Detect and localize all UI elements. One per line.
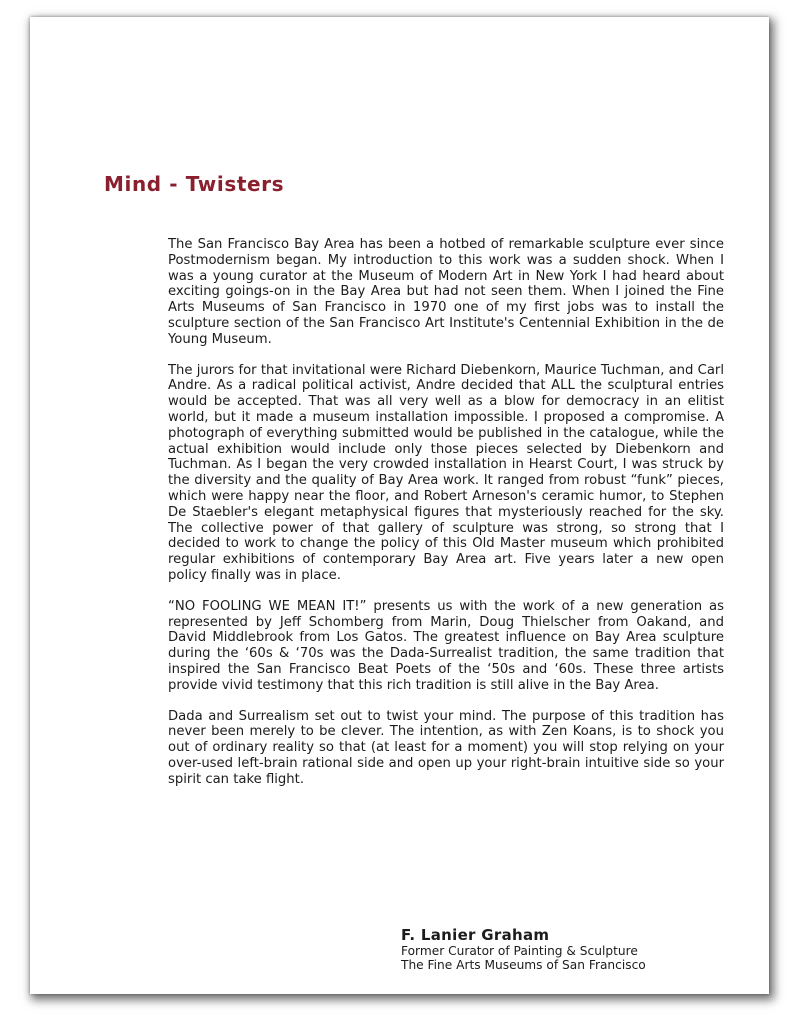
essay-body: [168, 237, 724, 803]
signature-block: [401, 926, 646, 972]
paragraph-dada-surrealism: Dada and Surrealism set out to twist your mind. The purpose of this tradition has never been merely to be clever. The intention, as with Zen Koans, is to shock you out of ordinary reality so that (at least for a moment) you will stop relying on your over-used left-brain rational side and open up your right-brain intuitive side so your spirit can take flight.: [168, 708, 724, 787]
author-institution: The Fine Arts Museums of San Francisco: [401, 958, 646, 972]
paragraph-intro: The San Francisco Bay Area has been a hotbed of remarkable sculpture ever since Postmodernism began. My introduction to this work was a sudden shock. When I was a young curator at the Museum of Modern Art in New York I had heard about exciting goings-on in the Bay Area but had not seen them. When I joined the Fine Arts Museums of San Francisco in 1970 one of my first jobs was to install the sculpture section of the San Francisco Art Institute's Centennial Exhibition in the de Young Museum.: [168, 237, 724, 347]
document-page: [30, 17, 769, 994]
paragraph-new-generation: “NO FOOLING WE MEAN IT!” presents us with the work of a new generation as represented by Jeff Schomberg from Marin, Doug Thielscher from Oakand, and David Middlebrook from Los Gatos. The greatest influence on Bay Area sculpture during the ‘60s & ‘70s was the Dada-Surrealist tradition, the same tradition that inspired the San Francisco Beat Poets of the ‘50s and ‘60s. These three artists provide vivid testimony that this rich tradition is still alive in the Bay Area.: [168, 598, 724, 693]
author-name: F. Lanier Graham: [401, 926, 550, 944]
author-role: Former Curator of Painting & Sculpture: [401, 944, 638, 958]
paragraph-jurors: The jurors for that invitational were Richard Diebenkorn, Maurice Tuchman, and Carl Andre. As a radical political activist, Andre decided that ALL the sculptural entries would be accepted. That was all very well as a blow for democracy in an elitist world, but it made a museum installation impossible. I proposed a compromise. A photograph of everything submitted would be published in the catalogue, while the actual exhibition would include only those pieces selected by Diebenkorn and Tuchman. As I began the very crowded installation in Hearst Court, I was struck by the diversity and the quality of Bay Area work. It ranged from robust “funk” pieces, which were happy near the floor, and Robert Arneson's ceramic humor, to Stephen De Staebler's elegant metaphysical figures that mysteriously reached for the sky. The collective power of that gallery of sculpture was strong, so strong that I decided to work to change the policy of this Old Master museum which prohibited regular exhibitions of contemporary Bay Area art. Five years later a new open policy finally was in place.: [168, 362, 724, 583]
page-title: Mind - Twisters: [104, 172, 285, 196]
